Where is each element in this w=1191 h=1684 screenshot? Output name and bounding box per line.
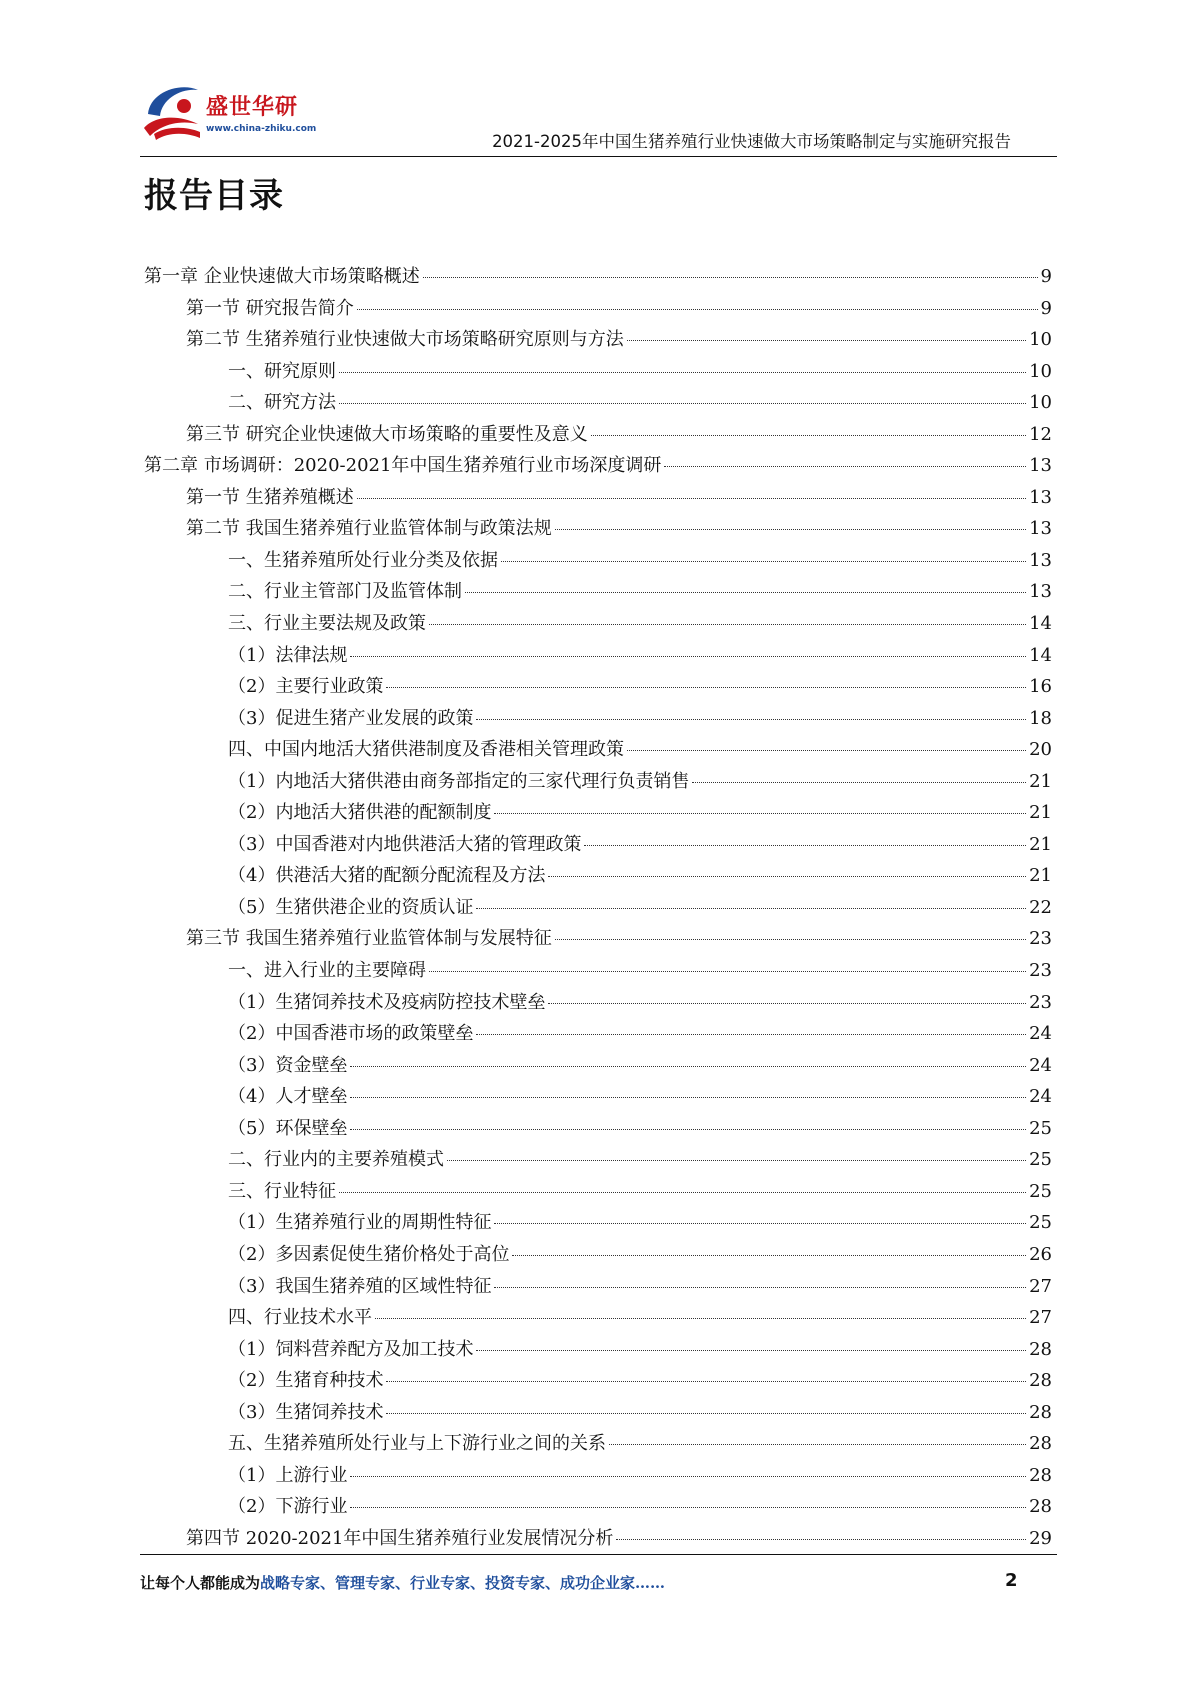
toc-dot-leader bbox=[339, 403, 1026, 404]
toc-entry-label: 二、行业主管部门及监管体制 bbox=[228, 581, 462, 603]
toc-entry-page: 24 bbox=[1029, 1023, 1052, 1045]
toc-dot-leader bbox=[465, 592, 1026, 593]
toc-dot-leader bbox=[476, 908, 1026, 909]
toc-entry-page: 9 bbox=[1040, 266, 1052, 287]
toc-entry-label: 第三节 我国生猪养殖行业监管体制与发展特征 bbox=[186, 928, 552, 950]
toc-entry-page: 25 bbox=[1029, 1117, 1052, 1139]
toc-entry-page: 18 bbox=[1029, 707, 1052, 729]
toc-dot-leader bbox=[350, 1129, 1026, 1130]
report-title: 2021-2025年中国生猪养殖行业快速做大市场策略制定与实施研究报告 bbox=[492, 132, 1011, 151]
page-number: 2 bbox=[1005, 1570, 1018, 1591]
toc-entry-label: 四、中国内地活大猪供港制度及香港相关管理政策 bbox=[228, 739, 624, 761]
toc-entry[interactable] bbox=[144, 262, 1052, 294]
toc-entry-page: 23 bbox=[1029, 928, 1052, 950]
toc-entry-page: 21 bbox=[1029, 833, 1052, 855]
slogan-prefix: 让每个人都能成为 bbox=[140, 1574, 261, 1592]
toc-dot-leader bbox=[627, 750, 1026, 751]
toc-entry-label: （2）中国香港市场的政策壁垒 bbox=[228, 1023, 474, 1045]
toc-entry-label: 第二节 生猪养殖行业快速做大市场策略研究原则与方法 bbox=[186, 329, 624, 351]
toc-entry-page: 10 bbox=[1029, 329, 1052, 351]
toc-entry-page: 9 bbox=[1040, 297, 1052, 319]
toc-entry-page: 13 bbox=[1029, 518, 1052, 540]
toc-dot-leader bbox=[555, 529, 1026, 530]
toc-dot-leader bbox=[512, 1255, 1026, 1256]
toc-entry-page: 25 bbox=[1029, 1180, 1052, 1202]
toc-entry-page: 24 bbox=[1029, 1086, 1052, 1108]
toc-dot-leader bbox=[375, 1318, 1026, 1319]
toc-entry-page: 13 bbox=[1029, 486, 1052, 508]
toc-dot-leader bbox=[591, 435, 1026, 436]
toc-entry-page: 13 bbox=[1029, 455, 1052, 477]
toc-entry[interactable] bbox=[144, 577, 1052, 609]
toc-entry[interactable] bbox=[144, 1492, 1052, 1524]
toc-entry[interactable] bbox=[144, 1461, 1052, 1493]
toc-entry-page: 23 bbox=[1029, 960, 1052, 982]
toc-entry-page: 28 bbox=[1029, 1401, 1052, 1423]
toc-entry-label: （1）上游行业 bbox=[228, 1464, 348, 1486]
toc-entry-page: 23 bbox=[1029, 991, 1052, 1013]
toc-dot-leader bbox=[350, 1097, 1026, 1098]
toc-dot-leader bbox=[476, 1034, 1026, 1035]
toc-entry-page: 14 bbox=[1029, 644, 1052, 666]
toc-dot-leader bbox=[476, 1350, 1026, 1351]
toc-entry[interactable] bbox=[144, 988, 1052, 1020]
toc-dot-leader bbox=[339, 1192, 1026, 1193]
toc-entry-label: （3）中国香港对内地供港活大猪的管理政策 bbox=[228, 833, 582, 855]
toc-entry-page: 22 bbox=[1029, 896, 1052, 918]
toc-entry-label: （2）内地活大猪供港的配额制度 bbox=[228, 802, 492, 824]
toc-entry[interactable] bbox=[144, 672, 1052, 704]
toc-entry-page: 12 bbox=[1029, 423, 1052, 445]
toc-entry[interactable] bbox=[144, 1366, 1052, 1398]
toc-entry[interactable] bbox=[144, 1114, 1052, 1146]
footer-slogan bbox=[140, 1572, 665, 1593]
slogan-roles: 战略专家、管理专家、行业专家、投资专家、成功企业家…… bbox=[260, 1574, 666, 1592]
toc-dot-leader bbox=[350, 656, 1026, 657]
toc-dot-leader bbox=[692, 782, 1026, 783]
toc-entry-label: （2）下游行业 bbox=[228, 1496, 348, 1518]
toc-entry-label: （2）生猪育种技术 bbox=[228, 1370, 384, 1392]
toc-entry-label: 一、研究原则 bbox=[228, 360, 336, 382]
toc-dot-leader bbox=[350, 1066, 1026, 1067]
logo-text: 盛世华研 bbox=[206, 95, 299, 120]
toc-entry-label: 三、行业主要法规及政策 bbox=[228, 613, 426, 635]
toc-entry[interactable] bbox=[144, 1398, 1052, 1430]
toc-entry[interactable] bbox=[144, 798, 1052, 830]
toc-entry-page: 28 bbox=[1029, 1464, 1052, 1486]
logo-url: www.china-zhiku.com bbox=[206, 124, 317, 134]
toc-entry-page: 29 bbox=[1029, 1527, 1052, 1549]
toc-entry-label: 二、研究方法 bbox=[228, 392, 336, 414]
toc-entry-label: （1）内地活大猪供港由商务部指定的三家代理行负责销售 bbox=[228, 770, 690, 792]
toc-entry-page: 28 bbox=[1029, 1338, 1052, 1360]
header-divider bbox=[140, 156, 1057, 157]
toc-entry[interactable] bbox=[144, 514, 1052, 546]
toc-entry-page: 27 bbox=[1029, 1307, 1052, 1329]
toc-entry[interactable] bbox=[144, 704, 1052, 736]
toc-entry-label: （3）资金壁垒 bbox=[228, 1054, 348, 1076]
toc-entry-label: 五、生猪养殖所处行业与上下游行业之间的关系 bbox=[228, 1433, 606, 1455]
toc-entry-label: （1）生猪养殖行业的周期性特征 bbox=[228, 1212, 492, 1234]
toc-entry[interactable] bbox=[144, 1177, 1052, 1209]
toc-entry[interactable] bbox=[144, 294, 1052, 326]
toc-entry-page: 20 bbox=[1029, 739, 1052, 761]
toc-dot-leader bbox=[476, 719, 1026, 720]
toc-entry-label: 第一章 企业快速做大市场策略概述 bbox=[144, 266, 420, 287]
toc-entry-page: 10 bbox=[1029, 360, 1052, 382]
toc-dot-leader bbox=[494, 1287, 1026, 1288]
toc-entry[interactable] bbox=[144, 893, 1052, 925]
toc-entry-page: 28 bbox=[1029, 1370, 1052, 1392]
toc-entry-page: 13 bbox=[1029, 581, 1052, 603]
toc-entry-label: （5）生猪供港企业的资质认证 bbox=[228, 896, 474, 918]
toc-dot-leader bbox=[494, 813, 1026, 814]
toc-entry[interactable] bbox=[144, 1429, 1052, 1461]
toc-entry[interactable] bbox=[144, 1019, 1052, 1051]
toc-dot-leader bbox=[339, 372, 1026, 373]
toc-entry-label: （1）饲料营养配方及加工技术 bbox=[228, 1338, 474, 1360]
toc-entry-label: （5）环保壁垒 bbox=[228, 1117, 348, 1139]
page-title: 报告目录 bbox=[144, 176, 284, 216]
toc-entry-label: 第三节 研究企业快速做大市场策略的重要性及意义 bbox=[186, 423, 588, 445]
toc-entry-page: 21 bbox=[1029, 802, 1052, 824]
toc-dot-leader bbox=[584, 845, 1026, 846]
toc-dot-leader bbox=[350, 1507, 1026, 1508]
toc-entry[interactable] bbox=[144, 861, 1052, 893]
toc-entry-label: 第四节 2020-2021年中国生猪养殖行业发展情况分析 bbox=[186, 1527, 614, 1549]
toc-dot-leader bbox=[386, 1413, 1026, 1414]
toc-entry[interactable] bbox=[144, 1051, 1052, 1083]
toc-entry-page: 16 bbox=[1029, 676, 1052, 698]
toc-dot-leader bbox=[429, 624, 1026, 625]
toc-entry[interactable] bbox=[144, 1145, 1052, 1177]
toc-dot-leader bbox=[555, 939, 1026, 940]
toc-entry[interactable] bbox=[144, 325, 1052, 357]
toc-dot-leader bbox=[447, 1160, 1026, 1161]
toc-entry-label: 第二节 我国生猪养殖行业监管体制与政策法规 bbox=[186, 518, 552, 540]
toc-entry[interactable] bbox=[144, 546, 1052, 578]
toc-dot-leader bbox=[548, 876, 1026, 877]
toc-dot-leader bbox=[423, 277, 1038, 278]
toc-entry[interactable] bbox=[144, 830, 1052, 862]
toc-entry-page: 28 bbox=[1029, 1496, 1052, 1518]
toc-entry-label: （2）多因素促使生猪价格处于高位 bbox=[228, 1243, 510, 1265]
toc-dot-leader bbox=[429, 971, 1026, 972]
toc-entry-label: （1）法律法规 bbox=[228, 644, 348, 666]
toc-entry-label: 第一节 研究报告简介 bbox=[186, 297, 354, 319]
toc-dot-leader bbox=[357, 498, 1026, 499]
toc-entry[interactable] bbox=[144, 483, 1052, 515]
toc-entry[interactable] bbox=[144, 767, 1052, 799]
toc-entry[interactable] bbox=[144, 1240, 1052, 1272]
toc-dot-leader bbox=[357, 309, 1038, 310]
toc-dot-leader bbox=[350, 1476, 1026, 1477]
toc-entry-label: 二、行业内的主要养殖模式 bbox=[228, 1149, 444, 1171]
toc-entry[interactable] bbox=[144, 1303, 1052, 1335]
toc-entry-page: 27 bbox=[1029, 1275, 1052, 1297]
toc-entry-page: 13 bbox=[1029, 549, 1052, 571]
toc-entry-label: 四、行业技术水平 bbox=[228, 1307, 372, 1329]
toc-entry[interactable] bbox=[144, 641, 1052, 673]
toc-entry-label: （1）生猪饲养技术及疫病防控技术壁垒 bbox=[228, 991, 546, 1013]
table-of-contents bbox=[144, 262, 1052, 1555]
toc-entry-label: （2）主要行业政策 bbox=[228, 676, 384, 698]
toc-dot-leader bbox=[616, 1539, 1026, 1540]
toc-entry-label: （3）生猪饲养技术 bbox=[228, 1401, 384, 1423]
toc-entry[interactable] bbox=[144, 1208, 1052, 1240]
toc-entry-label: （4）人才壁垒 bbox=[228, 1086, 348, 1108]
toc-entry[interactable] bbox=[144, 451, 1052, 483]
toc-entry-label: 三、行业特征 bbox=[228, 1180, 336, 1202]
toc-entry[interactable] bbox=[144, 956, 1052, 988]
toc-entry-page: 21 bbox=[1029, 865, 1052, 887]
toc-entry-page: 24 bbox=[1029, 1054, 1052, 1076]
toc-entry-label: 第二章 市场调研：2020-2021年中国生猪养殖行业市场深度调研 bbox=[144, 455, 662, 477]
footer-divider bbox=[140, 1554, 1057, 1555]
toc-entry-page: 14 bbox=[1029, 613, 1052, 635]
toc-entry[interactable] bbox=[144, 735, 1052, 767]
toc-entry[interactable] bbox=[144, 357, 1052, 389]
toc-dot-leader bbox=[494, 1223, 1026, 1224]
toc-dot-leader bbox=[501, 561, 1026, 562]
toc-entry-page: 26 bbox=[1029, 1243, 1052, 1265]
toc-entry[interactable] bbox=[144, 1272, 1052, 1304]
toc-entry-label: 一、生猪养殖所处行业分类及依据 bbox=[228, 549, 498, 571]
toc-entry-label: 第一节 生猪养殖概述 bbox=[186, 486, 354, 508]
toc-entry[interactable] bbox=[144, 388, 1052, 420]
toc-entry[interactable] bbox=[144, 1082, 1052, 1114]
toc-entry[interactable] bbox=[144, 609, 1052, 641]
toc-entry-label: 一、进入行业的主要障碍 bbox=[228, 960, 426, 982]
toc-entry-page: 25 bbox=[1029, 1212, 1052, 1234]
toc-entry-label: （3）我国生猪养殖的区域性特征 bbox=[228, 1275, 492, 1297]
toc-dot-leader bbox=[664, 466, 1026, 467]
toc-dot-leader bbox=[386, 687, 1026, 688]
toc-entry[interactable] bbox=[144, 1524, 1052, 1556]
toc-entry-page: 10 bbox=[1029, 392, 1052, 414]
toc-entry-page: 21 bbox=[1029, 770, 1052, 792]
toc-entry[interactable] bbox=[144, 1335, 1052, 1367]
toc-dot-leader bbox=[386, 1381, 1026, 1382]
toc-entry-page: 25 bbox=[1029, 1149, 1052, 1171]
toc-dot-leader bbox=[627, 340, 1026, 341]
toc-entry-page: 28 bbox=[1029, 1433, 1052, 1455]
toc-entry-label: （3）促进生猪产业发展的政策 bbox=[228, 707, 474, 729]
toc-entry[interactable] bbox=[144, 420, 1052, 452]
toc-dot-leader bbox=[548, 1003, 1026, 1004]
toc-entry-label: （4）供港活大猪的配额分配流程及方法 bbox=[228, 865, 546, 887]
toc-dot-leader bbox=[609, 1444, 1026, 1445]
toc-entry[interactable] bbox=[144, 924, 1052, 956]
